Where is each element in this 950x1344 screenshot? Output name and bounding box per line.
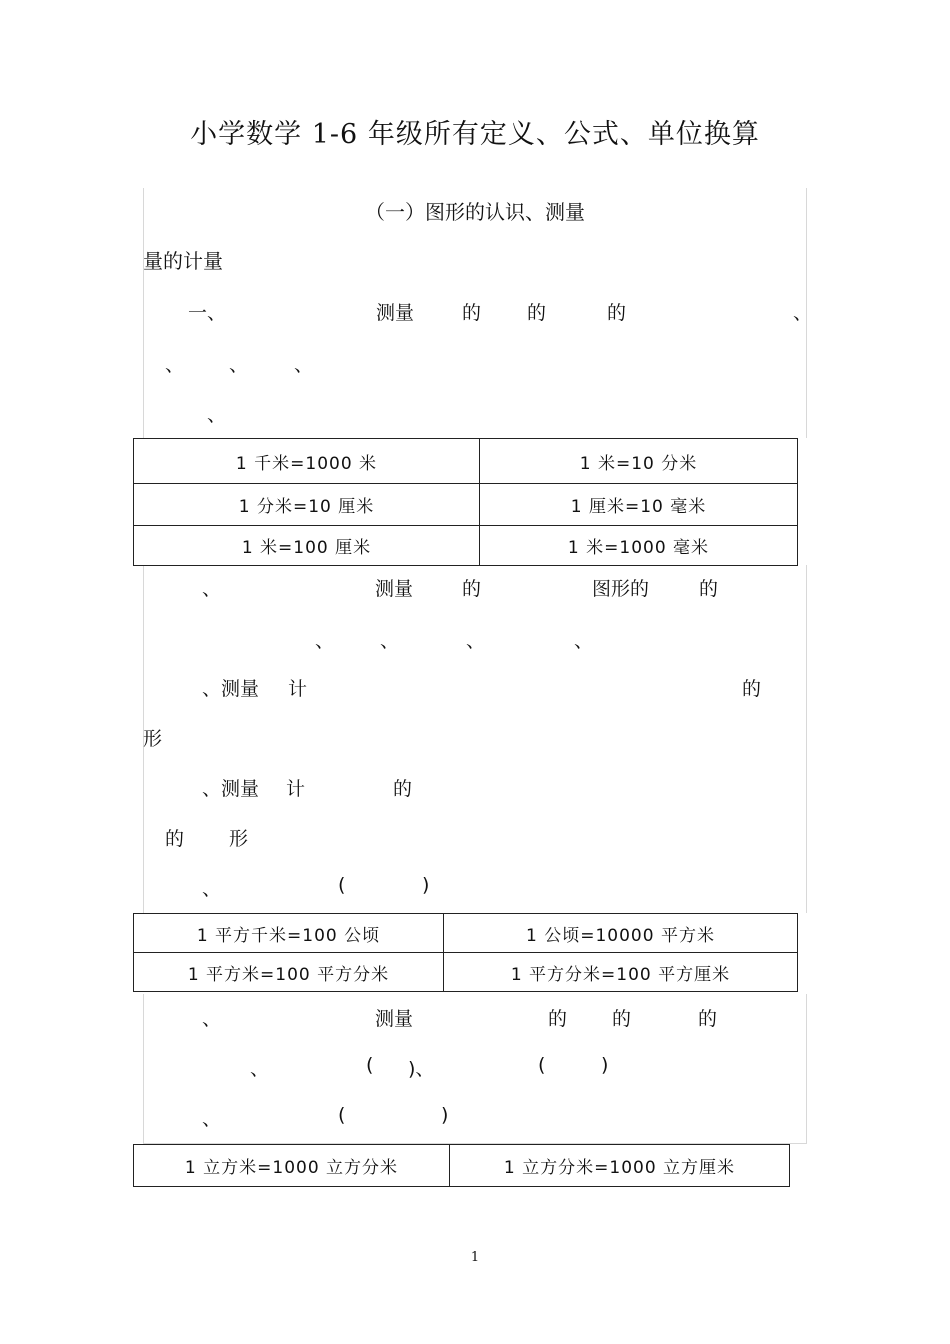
text-fragment: 的 — [393, 778, 413, 800]
table-cell: 1 平方分米=100 平方厘米 — [444, 953, 798, 992]
text-fragment: ( — [366, 1054, 374, 1076]
text-fragment: 测量 — [375, 1008, 414, 1030]
text-fragment: 的 — [462, 302, 482, 324]
frame-right-line — [806, 994, 807, 1144]
table-row — [134, 914, 798, 953]
text-fragment: 的 — [698, 1008, 718, 1030]
table-cell: 1 米=1000 毫米 — [480, 526, 798, 566]
text-fragment: 的 — [742, 678, 762, 700]
table-cell: 1 千米=1000 米 — [134, 439, 480, 484]
frame-left-line — [143, 994, 144, 1144]
page-title: 小学数学 1-6 年级所有定义、公式、单位换算 — [190, 119, 760, 150]
text-fragment: 计 — [286, 778, 306, 800]
text-fragment: 形 — [143, 728, 163, 750]
table-cell: 1 分米=10 厘米 — [134, 484, 480, 526]
text-fragment: 、测量 — [202, 678, 260, 700]
text-fragment: ) — [441, 1104, 449, 1126]
table-cell: 1 米=100 厘米 — [134, 526, 480, 566]
text-fragment: 的 — [527, 302, 547, 324]
frame-left-line — [143, 188, 144, 438]
table-cell: 1 公顷=10000 平方米 — [444, 914, 798, 953]
text-fragment: ) — [601, 1054, 609, 1076]
text-fragment: 计 — [288, 678, 308, 700]
table-row — [134, 484, 798, 526]
length-units-table — [133, 438, 798, 566]
text-fragment: 的 — [612, 1008, 632, 1030]
text-fragment: 、 — [294, 354, 314, 376]
text-fragment: 的 — [165, 828, 185, 850]
text-fragment: ( — [538, 1054, 546, 1076]
text-fragment: 、 — [202, 1108, 222, 1130]
text-fragment: ( — [338, 1104, 346, 1126]
text-fragment: 的 — [607, 302, 627, 324]
text-fragment: 、 — [793, 302, 813, 324]
text-fragment: 的 — [462, 578, 482, 600]
text-fragment: 、 — [574, 630, 594, 652]
section-title: （一）图形的认识、测量 — [365, 200, 585, 224]
text-fragment: 的 — [699, 578, 719, 600]
text-fragment: 、 — [202, 878, 222, 900]
table-cell: 1 厘米=10 毫米 — [480, 484, 798, 526]
text-fragment: 图形的 — [592, 578, 650, 600]
text-fragment: )、 — [408, 1058, 435, 1080]
table-cell: 1 立方分米=1000 立方厘米 — [450, 1145, 790, 1187]
area-units-table — [133, 913, 798, 992]
text-fragment: 的 — [548, 1008, 568, 1030]
table-row — [134, 1145, 790, 1187]
text-fragment: 测量 — [375, 578, 414, 600]
text-fragment: 、 — [315, 630, 335, 652]
table-cell: 1 米=10 分米 — [480, 439, 798, 484]
table-row — [134, 526, 798, 566]
text-fragment: 、 — [250, 1058, 270, 1080]
text-fragment: 、 — [202, 1008, 222, 1030]
text-fragment: ( — [338, 874, 346, 896]
table-cell: 1 平方千米=100 公顷 — [134, 914, 444, 953]
table-cell: 1 平方米=100 平方分米 — [134, 953, 444, 992]
subsection-title: 量的计量 — [143, 249, 223, 273]
page-number: 1 — [470, 1250, 480, 1265]
volume-units-table — [133, 1144, 790, 1187]
text-fragment: 、 — [380, 630, 400, 652]
text-fragment: 、 — [202, 578, 222, 600]
text-fragment: 、测量 — [202, 778, 260, 800]
table-row — [134, 439, 798, 484]
text-fragment: ) — [422, 874, 430, 896]
text-fragment: 一、 — [188, 302, 227, 324]
table-cell: 1 立方米=1000 立方分米 — [134, 1145, 450, 1187]
text-fragment: 、 — [466, 630, 486, 652]
text-fragment: 形 — [229, 828, 249, 850]
text-fragment: 、 — [207, 404, 227, 426]
text-fragment: 、 — [165, 354, 185, 376]
text-fragment: 测量 — [376, 302, 415, 324]
text-fragment: 、 — [229, 354, 249, 376]
frame-right-line — [806, 565, 807, 913]
table-row — [134, 953, 798, 992]
